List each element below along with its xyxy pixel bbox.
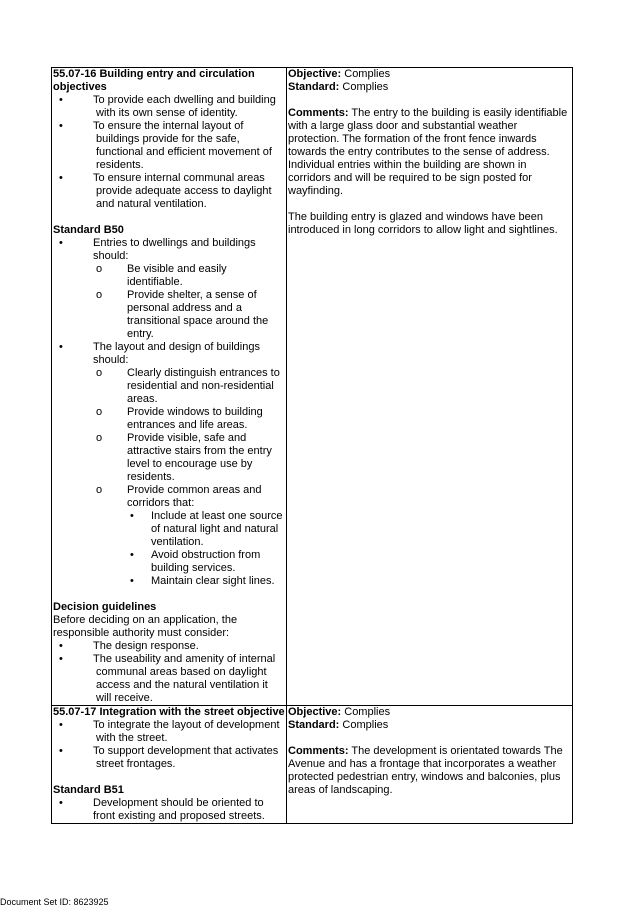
sub-sub-list-item — [53, 575, 285, 588]
assessment-table — [51, 67, 573, 824]
guidelines-heading: Decision guidelines — [53, 601, 157, 613]
bullet-marker: • — [59, 94, 63, 106]
bullet-marker: • — [59, 719, 63, 731]
sub-list-item — [53, 367, 285, 406]
bullet-marker: • — [130, 549, 134, 561]
objective-value: Complies — [344, 68, 391, 80]
section-heading: 55.07-16 Building entry and circulation objectives — [53, 68, 255, 93]
standard-value: Complies — [342, 719, 389, 731]
requirement-cell — [52, 68, 287, 706]
list-item — [53, 640, 285, 653]
list-item — [53, 237, 285, 263]
assessment-cell — [287, 68, 573, 706]
standard-label: Standard: — [288, 81, 340, 93]
list-item — [53, 653, 285, 705]
standard-status — [288, 719, 571, 732]
list-item — [53, 719, 285, 745]
bullet-marker: • — [59, 341, 63, 353]
list-item — [53, 341, 285, 367]
standard-subtext: Provide shelter, a sense of personal address and a transitional space around the entry. — [127, 289, 269, 340]
objective-text: To support development that activates street frontages. — [93, 745, 279, 770]
table-row — [52, 706, 573, 824]
list-item — [53, 94, 285, 120]
bullet-marker: • — [59, 172, 63, 184]
standard-subsubtext: Include at least one source of natural light and natural ventilation. — [151, 510, 283, 548]
comments — [288, 745, 571, 797]
comments-continued: The building entry is glazed and windows have been introduced in long corridors to allow light and sightlines. — [288, 211, 558, 236]
bullet-marker: • — [59, 797, 63, 809]
sub-list-item — [53, 406, 285, 432]
sub-list-item — [53, 484, 285, 510]
comments-text: The development is orientated towards The Avenue and has a frontage that incorporates a weather protected pedestrian entry, windows and balconies, plus areas of landscaping. — [288, 745, 563, 796]
list-item — [53, 745, 285, 771]
circle-marker: o — [96, 406, 103, 418]
assessment-cell — [287, 706, 573, 824]
comments-label: Comments: — [288, 107, 349, 119]
standard-subtext: Clearly distinguish entrances to residential and non-residential areas. — [127, 367, 280, 405]
circle-marker: o — [96, 263, 103, 275]
circle-marker: o — [96, 367, 103, 379]
comments — [288, 107, 571, 198]
standard-text: Development should be oriented to front existing and proposed streets. — [93, 797, 265, 822]
table-row — [52, 68, 573, 706]
standard-subsubtext: Maintain clear sight lines. — [151, 575, 275, 587]
objective-text: To ensure the internal layout of buildings provide for the safe, functional and efficient movement of residents. — [93, 120, 272, 171]
standard-label: Standard: — [288, 719, 340, 731]
standard-subsubtext: Avoid obstruction from building services. — [151, 549, 261, 574]
list-item — [53, 797, 285, 823]
bullet-marker: • — [59, 653, 63, 665]
guideline-text: The design response. — [93, 640, 199, 652]
bullet-marker: • — [130, 575, 134, 587]
requirement-cell — [52, 706, 287, 824]
bullet-marker: • — [59, 237, 63, 249]
objective-status — [288, 706, 571, 719]
bullet-marker: • — [59, 120, 63, 132]
objective-value: Complies — [344, 706, 391, 718]
circle-marker: o — [96, 432, 103, 444]
guidelines-intro: Before deciding on an application, the responsible authority must consider: — [53, 614, 238, 639]
circle-marker: o — [96, 289, 103, 301]
standard-heading: Standard B50 — [53, 224, 124, 236]
objective-label: Objective: — [288, 706, 342, 718]
objective-text: To provide each dwelling and building with its own sense of identity. — [93, 94, 276, 119]
comments-text: The entry to the building is easily identifiable with a large glass door and substantial weather protection. The formation of the front fence inwards towards the entry contributes to the sense of address. Individual entries within the building are shown in corridors and will be required to be sign posted for wayfinding. — [288, 107, 568, 197]
guideline-text: The useability and amenity of internal communal areas based on daylight access and the natural ventilation it will receive. — [93, 653, 276, 704]
section-heading: 55.07-17 Integration with the street objective — [53, 706, 285, 718]
standard-text: The layout and design of buildings should: — [93, 341, 260, 366]
sub-sub-list-item — [53, 549, 285, 575]
standard-value: Complies — [342, 81, 389, 93]
objective-label: Objective: — [288, 68, 342, 80]
standard-status — [288, 81, 571, 94]
circle-marker: o — [96, 484, 103, 496]
standard-text: Entries to dwellings and buildings should: — [93, 237, 256, 262]
bullet-marker: • — [130, 510, 134, 522]
standard-subtext: Be visible and easily identifiable. — [127, 263, 227, 288]
objective-text: To integrate the layout of development with the street. — [93, 719, 280, 744]
bullet-marker: • — [59, 640, 63, 652]
sub-list-item — [53, 289, 285, 341]
standard-subtext: Provide common areas and corridors that: — [127, 484, 262, 509]
sub-list-item — [53, 263, 285, 289]
sub-sub-list-item — [53, 510, 285, 549]
standard-heading: Standard B51 — [53, 784, 124, 796]
document-set-id: Document Set ID: 8623925 — [0, 897, 109, 907]
list-item — [53, 120, 285, 172]
standard-subtext: Provide visible, safe and attractive stairs from the entry level to encourage use by residents. — [127, 432, 272, 483]
comments-label: Comments: — [288, 745, 349, 757]
objective-text: To ensure internal communal areas provide adequate access to daylight and natural ventilation. — [93, 172, 272, 210]
list-item — [53, 172, 285, 211]
objective-status — [288, 68, 571, 81]
sub-list-item — [53, 432, 285, 484]
standard-subtext: Provide windows to building entrances and life areas. — [127, 406, 263, 431]
bullet-marker: • — [59, 745, 63, 757]
